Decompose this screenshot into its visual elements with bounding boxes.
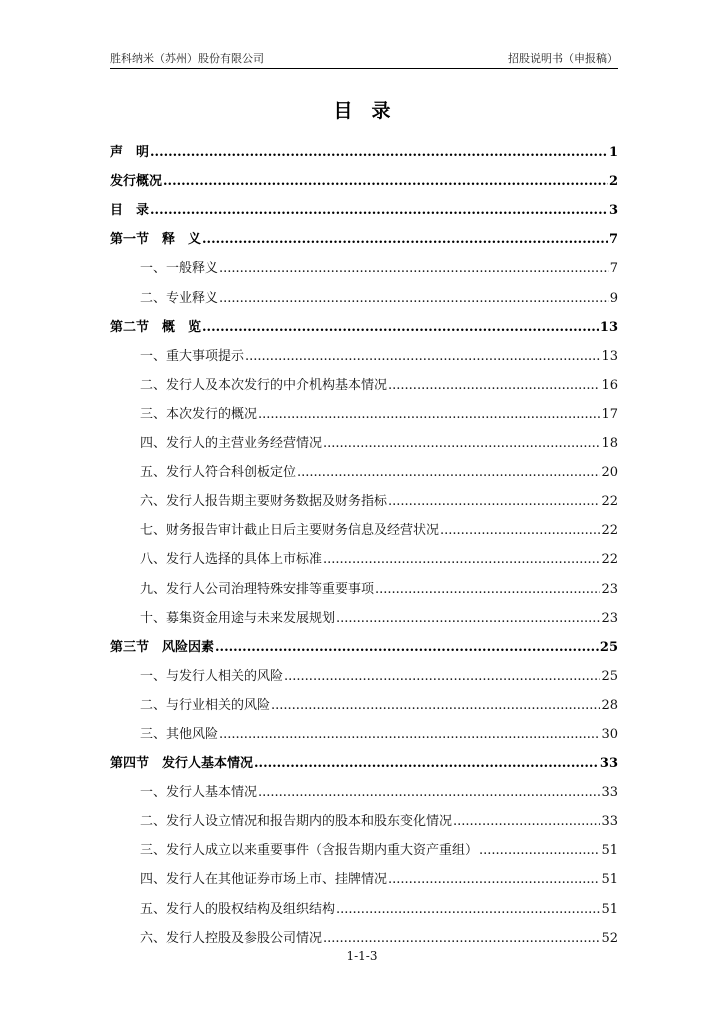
toc-subsection-entry[interactable] xyxy=(110,277,618,306)
toc-dot-leader xyxy=(388,872,600,888)
toc-dot-leader xyxy=(254,756,599,772)
toc-entry-page: 33 xyxy=(601,785,618,801)
toc-dot-leader xyxy=(375,582,600,598)
toc-entry-page: 25 xyxy=(601,668,618,684)
toc-entry-page: 33 xyxy=(599,756,618,772)
toc-dot-leader xyxy=(440,523,600,539)
toc-dot-leader xyxy=(388,378,600,394)
table-of-contents xyxy=(110,132,618,947)
toc-entry-title: 三、本次发行的概况 xyxy=(140,406,258,422)
toc-entry-title: 发行概况 xyxy=(110,174,163,190)
toc-entry-page: 7 xyxy=(608,232,618,248)
toc-dot-leader xyxy=(150,203,608,219)
toc-entry-page: 17 xyxy=(601,406,618,422)
toc-subsection-entry[interactable] xyxy=(110,423,618,452)
toc-entry-page: 1 xyxy=(608,145,618,161)
toc-entry-page: 22 xyxy=(601,523,618,539)
toc-dot-leader xyxy=(150,145,608,161)
toc-subsection-entry[interactable] xyxy=(110,336,618,365)
toc-entry-title: 声 明 xyxy=(110,145,150,161)
toc-entry-title: 一、与发行人相关的风险 xyxy=(140,668,284,684)
toc-dot-leader xyxy=(202,320,599,336)
toc-subsection-entry[interactable] xyxy=(110,510,618,539)
toc-entry-title: 二、与行业相关的风险 xyxy=(140,697,271,713)
toc-dot-leader xyxy=(336,902,600,918)
toc-entry-page: 52 xyxy=(601,930,618,946)
header-divider xyxy=(110,68,618,69)
toc-entry-page: 2 xyxy=(608,174,618,190)
toc-entry-title: 三、其他风险 xyxy=(140,726,219,742)
toc-entry-title: 二、发行人设立情况和报告期内的股本和股东变化情况 xyxy=(140,814,453,830)
toc-section-entry[interactable] xyxy=(110,190,618,219)
toc-entry-page: 25 xyxy=(599,639,618,655)
toc-subsection-entry[interactable] xyxy=(110,394,618,423)
toc-entry-title: 六、发行人控股及参股公司情况 xyxy=(140,930,323,946)
toc-entry-page: 51 xyxy=(601,872,618,888)
toc-subsection-entry[interactable] xyxy=(110,772,618,801)
toc-entry-page: 33 xyxy=(601,814,618,830)
toc-subsection-entry[interactable] xyxy=(110,598,618,627)
toc-entry-title: 九、发行人公司治理特殊安排等重要事项 xyxy=(140,581,375,597)
page-header xyxy=(110,48,618,66)
toc-entry-page: 51 xyxy=(601,843,618,859)
toc-entry-title: 四、发行人的主营业务经营情况 xyxy=(140,436,323,452)
toc-subsection-entry[interactable] xyxy=(110,248,618,277)
toc-entry-title: 一、一般释义 xyxy=(140,261,219,277)
toc-subsection-entry[interactable] xyxy=(110,365,618,394)
toc-dot-leader xyxy=(258,785,600,801)
toc-subsection-entry[interactable] xyxy=(110,539,618,568)
toc-entry-title: 第四节 发行人基本情况 xyxy=(110,756,254,772)
toc-entry-title: 第一节 释 义 xyxy=(110,232,202,248)
toc-entry-page: 23 xyxy=(601,581,618,597)
toc-entry-page: 22 xyxy=(601,552,618,568)
toc-section-entry[interactable] xyxy=(110,743,618,772)
toc-entry-title: 五、发行人的股权结构及组织结构 xyxy=(140,901,336,917)
toc-entry-page: 30 xyxy=(601,726,618,742)
header-document-type: 招股说明书（申报稿） xyxy=(508,52,618,65)
toc-subsection-entry[interactable] xyxy=(110,918,618,947)
toc-entry-title: 四、发行人在其他证券市场上市、挂牌情况 xyxy=(140,872,388,888)
toc-entry-title: 一、重大事项提示 xyxy=(140,348,245,364)
toc-entry-title: 目 录 xyxy=(110,203,150,219)
toc-dot-leader xyxy=(219,727,600,743)
toc-dot-leader xyxy=(219,261,609,277)
toc-entry-title: 第三节 风险因素 xyxy=(110,639,215,655)
toc-entry-page: 16 xyxy=(601,377,618,393)
toc-entry-page: 51 xyxy=(601,901,618,917)
toc-entry-title: 六、发行人报告期主要财务数据及财务指标 xyxy=(140,494,388,510)
toc-subsection-entry[interactable] xyxy=(110,568,618,597)
toc-entry-page: 3 xyxy=(608,203,618,219)
toc-dot-leader xyxy=(323,552,600,568)
toc-entry-title: 一、发行人基本情况 xyxy=(140,785,258,801)
toc-entry-title: 五、发行人符合科创板定位 xyxy=(140,465,297,481)
toc-dot-leader xyxy=(202,232,608,248)
toc-dot-leader xyxy=(479,843,600,859)
toc-section-entry[interactable] xyxy=(110,219,618,248)
toc-subsection-entry[interactable] xyxy=(110,656,618,685)
toc-subsection-entry[interactable] xyxy=(110,685,618,714)
toc-section-entry[interactable] xyxy=(110,627,618,656)
toc-dot-leader xyxy=(271,698,600,714)
toc-section-entry[interactable] xyxy=(110,307,618,336)
toc-dot-leader xyxy=(258,407,600,423)
toc-entry-page: 18 xyxy=(601,436,618,452)
toc-subsection-entry[interactable] xyxy=(110,888,618,917)
toc-entry-title: 二、发行人及本次发行的中介机构基本情况 xyxy=(140,377,388,393)
toc-subsection-entry[interactable] xyxy=(110,714,618,743)
toc-section-entry[interactable] xyxy=(110,132,618,161)
toc-entry-title: 七、财务报告审计截止日后主要财务信息及经营状况 xyxy=(140,523,440,539)
toc-entry-page: 28 xyxy=(601,697,618,713)
toc-dot-leader xyxy=(215,640,599,656)
page-number: 1-1-3 xyxy=(346,949,378,963)
toc-section-entry[interactable] xyxy=(110,161,618,190)
toc-dot-leader xyxy=(323,931,600,947)
toc-dot-leader xyxy=(284,669,600,685)
toc-entry-page: 7 xyxy=(609,261,618,277)
toc-entry-page: 20 xyxy=(601,465,618,481)
toc-dot-leader xyxy=(323,436,600,452)
toc-dot-leader xyxy=(453,814,600,830)
toc-entry-page: 23 xyxy=(601,610,618,626)
toc-dot-leader xyxy=(245,349,600,365)
toc-dot-leader xyxy=(388,494,600,510)
toc-dot-leader xyxy=(336,611,600,627)
toc-entry-page: 9 xyxy=(609,290,618,306)
toc-entry-title: 十、募集资金用途与未来发展规划 xyxy=(140,610,336,626)
toc-dot-leader xyxy=(163,174,608,190)
toc-subsection-entry[interactable] xyxy=(110,452,618,481)
toc-subsection-entry[interactable] xyxy=(110,481,618,510)
toc-entry-title: 二、专业释义 xyxy=(140,290,219,306)
page-title: 目 录 xyxy=(333,100,391,122)
toc-entry-page: 13 xyxy=(599,319,618,335)
toc-dot-leader xyxy=(297,465,600,481)
toc-subsection-entry[interactable] xyxy=(110,830,618,859)
toc-subsection-entry[interactable] xyxy=(110,859,618,888)
toc-entry-title: 第二节 概 览 xyxy=(110,319,202,335)
toc-subsection-entry[interactable] xyxy=(110,801,618,830)
toc-entry-title: 三、发行人成立以来重要事件（含报告期内重大资产重组） xyxy=(140,843,479,859)
toc-entry-title: 八、发行人选择的具体上市标准 xyxy=(140,552,323,568)
toc-entry-page: 22 xyxy=(601,494,618,510)
toc-dot-leader xyxy=(219,291,609,307)
header-company-name: 胜科纳米（苏州）股份有限公司 xyxy=(110,52,264,65)
toc-entry-page: 13 xyxy=(601,348,618,364)
